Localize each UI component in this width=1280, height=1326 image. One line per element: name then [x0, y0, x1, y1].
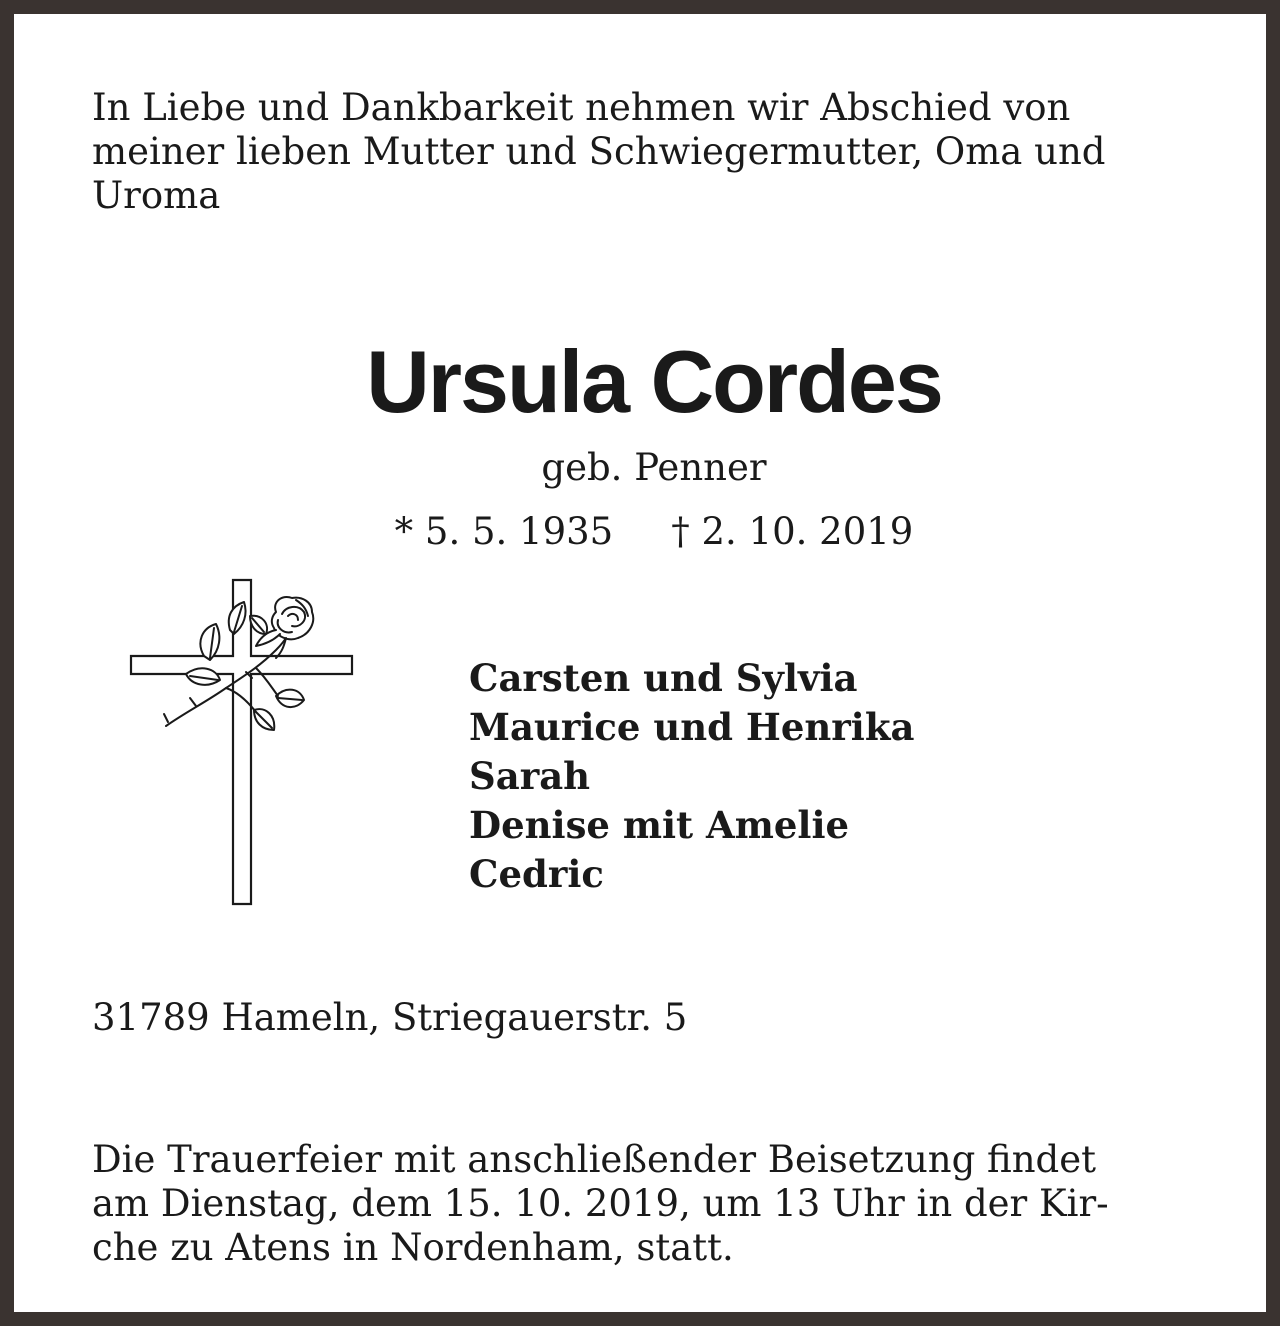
family-list	[469, 654, 914, 899]
intro-line-1: In Liebe und Dankbarkeit nehmen wir Abschied von	[92, 86, 1071, 129]
family-member: Denise mit Amelie	[469, 803, 850, 847]
family-member: Cedric	[469, 852, 604, 896]
address: 31789 Hameln, Striegauerstr. 5	[92, 996, 688, 1039]
intro-line-2: meiner lieben Mutter und Schwiegermutter, Oma und	[92, 130, 1106, 173]
death-date: † 2. 10. 2019	[671, 510, 914, 553]
ceremony-line-3: che zu Atens in Nordenham, statt.	[92, 1226, 734, 1269]
family-member: Maurice und Henrika	[469, 705, 915, 749]
maiden-name: geb. Penner	[541, 446, 767, 489]
family-member: Carsten und Sylvia	[469, 656, 858, 700]
life-dates	[14, 510, 1280, 554]
ceremony-line-1: Die Trauerfeier mit anschließender Beisetzung findet	[92, 1138, 1097, 1181]
cross-beam-vertical	[131, 580, 352, 904]
ceremony-line-2: am Dienstag, dem 15. 10. 2019, um 13 Uhr in der Kir-	[92, 1182, 1109, 1225]
intro-line-3: Uroma	[92, 174, 221, 217]
deceased-name: Ursula Cordes	[366, 332, 942, 431]
cross-with-rose-icon	[126, 574, 358, 910]
rose-stem	[166, 630, 290, 726]
birth-date: * 5. 5. 1935	[394, 510, 614, 553]
intro-text	[92, 86, 1222, 218]
ceremony-text	[92, 1138, 1222, 1270]
family-member: Sarah	[469, 754, 591, 798]
